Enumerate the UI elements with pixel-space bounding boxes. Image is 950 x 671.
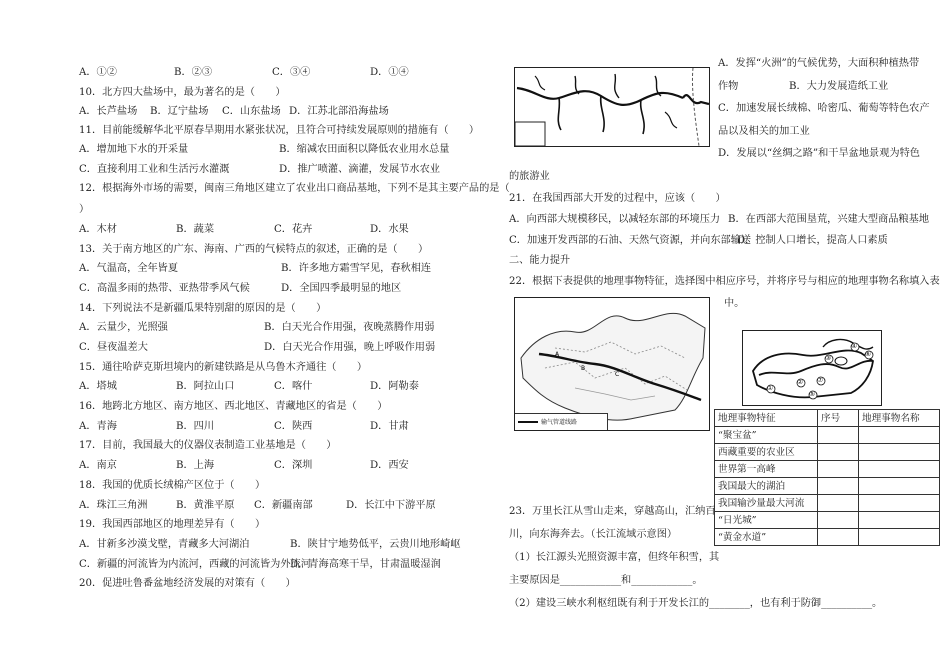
svg-text:B: B xyxy=(581,365,586,372)
q18-option-b: B．黄淮平原 xyxy=(176,500,235,511)
q23-sub1-line1: （1）长江源头光照资源丰富，但终年积雪，其 xyxy=(509,552,720,563)
q20-option-c-line1: C．加速发展长绒棉、哈密瓜、葡萄等特色农产 xyxy=(718,103,930,114)
q13-option-b: B．许多地方霜雪罕见，春秋相连 xyxy=(281,263,432,274)
q14-option-a: A．云量少，光照强 xyxy=(79,322,168,333)
q11-option-d: D．推广喷灌、滴灌，发展节水农业 xyxy=(279,164,440,175)
feature-cell: 世界第一高峰 xyxy=(715,461,818,478)
name-cell[interactable] xyxy=(859,478,940,495)
feature-cell: “黄金水道” xyxy=(715,529,818,546)
table-row xyxy=(715,461,940,478)
q22-stem: 22．根据下表提供的地理事物特征，选择图中相应序号，并将序号与相应的地理事物名称填入表 xyxy=(509,276,940,287)
feature-cell: “聚宝盆” xyxy=(715,427,818,444)
q16-option-d: D．甘肃 xyxy=(370,421,409,432)
q18-option-a: A．珠江三角洲 xyxy=(79,500,148,511)
pipeline-map xyxy=(514,297,710,431)
number-cell[interactable] xyxy=(818,478,859,495)
q13-option-d: D．全国四季最明显的地区 xyxy=(281,283,402,294)
marker-1: ① xyxy=(767,384,774,392)
q19-option-b: B．陕甘宁地势低平，云贵川地形崎岖 xyxy=(290,539,461,550)
river-map-drawing xyxy=(515,68,709,146)
legend-label: 输气管道线路 xyxy=(541,419,578,426)
q15-option-a: A．塔城 xyxy=(79,381,117,392)
marker-7: ⑦ xyxy=(817,376,824,384)
q17-option-c: C．深圳 xyxy=(274,460,313,471)
q13-option-c: C．高温多雨的热带、亚热带季风气候 xyxy=(79,283,250,294)
q20-option-c-line2: 品以及相关的加工业 xyxy=(718,126,810,137)
q12-option-a: A．木材 xyxy=(79,224,117,235)
q17-option-a: A．南京 xyxy=(79,460,117,471)
table-row xyxy=(715,529,940,546)
q18-option-c: C．新疆南部 xyxy=(254,500,313,511)
q14-option-d: D．白天光合作用强，晚上呼吸作用弱 xyxy=(264,342,436,353)
q22-stem-end: 中。 xyxy=(724,298,745,309)
number-cell[interactable] xyxy=(818,444,859,461)
q9-option-b: B．②③ xyxy=(174,67,213,78)
q16-option-c: C．陕西 xyxy=(274,421,313,432)
q18-stem: 18．我国的优质长绒棉产区位于（ ） xyxy=(79,480,266,491)
river-map xyxy=(514,67,710,147)
pipeline-map-legend xyxy=(515,413,608,430)
legend-line-icon xyxy=(518,418,538,426)
q20-option-d-line2: 的旅游业 xyxy=(509,171,550,182)
q16-option-a: A．青海 xyxy=(79,421,117,432)
marker-6: ⑥ xyxy=(865,350,872,358)
marker-4: ④ xyxy=(851,342,858,350)
q15-stem: 15．通往哈萨克斯坦境内的新建铁路是从乌鲁木齐通往（ ） xyxy=(79,362,368,373)
q12-stem-end: ） xyxy=(79,204,90,215)
yangtze-map xyxy=(742,330,882,406)
q12-option-c: C．花卉 xyxy=(274,224,313,235)
number-cell[interactable] xyxy=(818,495,859,512)
q20-stem: 20．促进吐鲁番盆地经济发展的对策有（ ） xyxy=(79,578,296,589)
q15-option-b: B．阿拉山口 xyxy=(176,381,235,392)
q15-option-d: D．阿勒泰 xyxy=(370,381,419,392)
q19-option-d: D．青海高寒干旱，甘肃温暖湿润 xyxy=(290,559,441,570)
q12-option-d: D．水果 xyxy=(370,224,409,235)
q10-option-b: B．辽宁盐场 xyxy=(150,106,209,117)
q21-option-c: C．加速开发西部的石油、天然气资源，并向东部输送 xyxy=(509,235,752,246)
table-row xyxy=(715,444,940,461)
q14-stem: 14．下列说法不是新疆瓜果特别甜的原因的是（ ） xyxy=(79,303,327,314)
name-cell[interactable] xyxy=(859,444,940,461)
pipeline-map-drawing xyxy=(515,298,709,430)
svg-text:A: A xyxy=(555,351,560,358)
q20-option-b: B．大力发展造纸工业 xyxy=(789,81,889,92)
q10-option-a: A．长芦盐场 xyxy=(79,106,138,117)
q9-option-c: C．③④ xyxy=(272,67,311,78)
q12-stem: 12．根据海外市场的需要，闽南三角地区建立了农业出口商品基地，下列不是其主要产品的是（ xyxy=(79,183,510,194)
marker-2: ② xyxy=(797,378,804,386)
feature-table xyxy=(714,409,940,546)
q13-option-a: A．气温高，全年皆夏 xyxy=(79,263,179,274)
q18-option-d: D．长江中下游平原 xyxy=(346,500,436,511)
feature-cell: 我国最大的湖泊 xyxy=(715,478,818,495)
q23-line1: 23．万里长江从雪山走来，穿越高山，汇纳百 xyxy=(509,506,716,517)
header-name: 地理事物名称 xyxy=(859,410,940,427)
q19-option-c: C．新疆的河流皆为内流河，西藏的河流皆为外流河 xyxy=(79,559,311,570)
q11-stem: 11．目前能缓解华北平原春旱期用水紧张状况，且符合可持续发展原则的措施有（ ） xyxy=(79,125,480,136)
table-row xyxy=(715,478,940,495)
section-title: 二、能力提升 xyxy=(509,255,571,266)
q23-sub1-line2: 主要原因是____________和____________。 xyxy=(509,575,703,586)
feature-cell: “日光城” xyxy=(715,512,818,529)
q13-stem: 13．关于南方地区的广东、海南、广西的气候特点的叙述，正确的是（ ） xyxy=(79,244,429,255)
q15-option-c: C．喀什 xyxy=(274,381,313,392)
q12-option-b: B．蔬菜 xyxy=(176,224,215,235)
header-number: 序号 xyxy=(818,410,859,427)
q11-option-c: C．直接利用工业和生活污水灌溉 xyxy=(79,164,230,175)
marker-5: ⑤ xyxy=(809,390,816,398)
q14-option-c: C．昼夜温差大 xyxy=(79,342,148,353)
name-cell[interactable] xyxy=(859,512,940,529)
q19-stem: 19．我国西部地区的地理差异有（ ） xyxy=(79,519,266,530)
q17-stem: 17．目前，我国最大的仪器仪表制造工业基地是（ ） xyxy=(79,440,337,451)
q11-option-a: A．增加地下水的开采量 xyxy=(79,144,189,155)
table-row xyxy=(715,427,940,444)
table-row xyxy=(715,512,940,529)
q20-option-a-line1: A．发挥“火洲”的气候优势，大面积种植热带 xyxy=(718,58,920,69)
q16-option-b: B．四川 xyxy=(176,421,215,432)
q14-option-b: B．白天光合作用强，夜晚蒸腾作用弱 xyxy=(264,322,435,333)
feature-cell: 我国输沙量最大河流 xyxy=(715,495,818,512)
q23-line2: 川，向东海奔去。（长江流域示意图） xyxy=(509,529,678,540)
q21-stem: 21．在我国西部大开发的过程中，应该（ ） xyxy=(509,193,726,204)
number-cell[interactable] xyxy=(818,427,859,444)
number-cell[interactable] xyxy=(818,529,859,546)
name-cell[interactable] xyxy=(859,427,940,444)
q10-option-c: C．山东盐场 xyxy=(222,106,281,117)
q11-option-b: B．缩减农田面积以降低农业用水总量 xyxy=(279,144,450,155)
q17-option-b: B．上海 xyxy=(176,460,215,471)
q21-option-b: B．在西部大范围垦荒，兴建大型商品粮基地 xyxy=(728,214,930,225)
number-cell[interactable] xyxy=(818,461,859,478)
q9-option-a: A．①② xyxy=(79,67,117,78)
q16-stem: 16．地跨北方地区、南方地区、西北地区、青藏地区的省是（ ） xyxy=(79,401,388,412)
name-cell[interactable] xyxy=(859,495,940,512)
header-feature: 地理事物特征 xyxy=(715,410,818,427)
q10-stem: 10．北方四大盐场中，最为著名的是（ ） xyxy=(79,87,286,98)
name-cell[interactable] xyxy=(859,529,940,546)
number-cell[interactable] xyxy=(818,512,859,529)
table-row xyxy=(715,495,940,512)
q21-option-d: D．控制人口增长，提高人口素质 xyxy=(737,235,888,246)
q21-option-a: A．向西部大规模移民，以减轻东部的环境压力 xyxy=(509,214,721,225)
q20-option-a-line2: 作物 xyxy=(718,81,739,92)
feature-cell: 西藏重要的农业区 xyxy=(715,444,818,461)
marker-3: ③ xyxy=(825,354,832,362)
q23-sub2: （2）建设三峡水利枢纽既有利于开发长江的________，也有利于防御__________。 xyxy=(509,598,883,609)
name-cell[interactable] xyxy=(859,461,940,478)
q10-option-d: D．江苏北部沿海盐场 xyxy=(289,106,389,117)
table-header-row xyxy=(715,410,940,427)
q17-option-d: D．西安 xyxy=(370,460,409,471)
q19-option-a: A．甘新多沙漠戈壁，青藏多大河湖泊 xyxy=(79,539,250,550)
q20-option-d-line1: D．发展以“丝绸之路”和干旱盆地景观为特色 xyxy=(718,148,920,159)
q9-option-d: D．①④ xyxy=(370,67,409,78)
svg-text:C: C xyxy=(615,371,620,378)
